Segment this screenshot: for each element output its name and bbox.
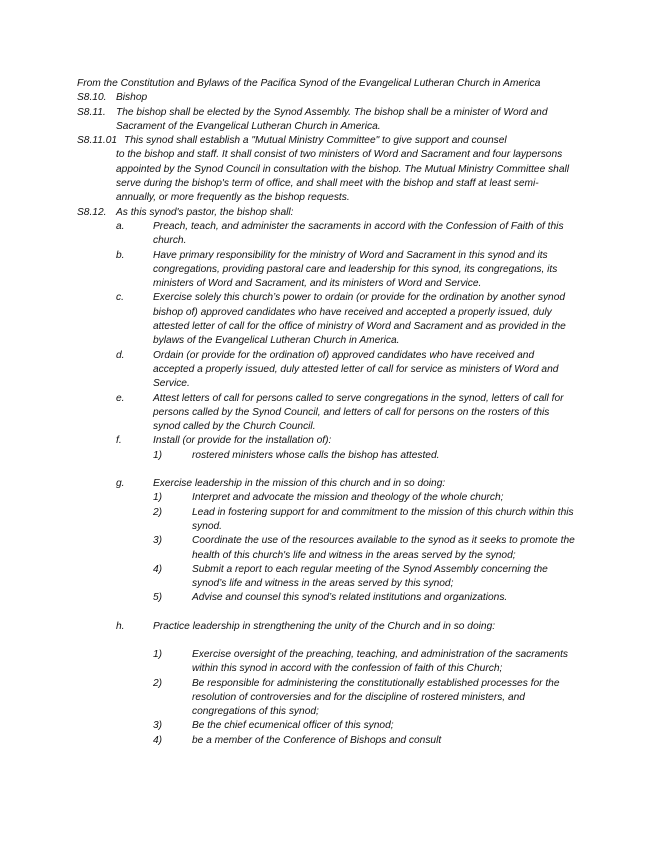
section-number: S8.12. [77, 206, 107, 218]
section-text: The bishop shall be elected by the Synod Assembly. The bishop shall be a minister of Word and Sacrament of the Evangelical Lutheran Church in America. [116, 106, 548, 132]
sub-item-number: 1) [153, 648, 163, 660]
item-text: Preach, teach, and administer the sacraments in accord with the Confession of Faith of this church. [153, 220, 564, 247]
sub-item-f-1 [0, 449, 650, 463]
sub-item-text: Be responsible for administering the constitutionally established processes for the resolution of controversies and for the discipline of rostered ministers, and congregations of this synod; [192, 677, 560, 718]
header-text: From the Constitution and Bylaws of the Pacifica Synod of the Evangelical Lutheran Church in America [77, 78, 541, 89]
section-s8-12 [0, 206, 650, 220]
item-letter: e. [116, 392, 125, 404]
item-letter: a. [116, 220, 125, 232]
spacer [0, 606, 650, 620]
item-letter: b. [116, 249, 125, 261]
section-number: S8.11.01 [77, 135, 118, 147]
sub-item-g-5 [0, 591, 650, 605]
sub-item-number: 1) [153, 449, 163, 461]
section-s8-10 [0, 91, 650, 105]
list-item-g [0, 477, 650, 491]
item-letter: d. [116, 349, 125, 361]
sub-item-h-2 [0, 677, 650, 720]
list-item-e [0, 392, 650, 435]
item-letter: h. [116, 620, 125, 632]
item-text: Ordain (or provide for the ordination of) approved candidates who have received and accepted a properly issued, duly attested letter of call for service as ministers of Word and Service. [153, 349, 559, 390]
sub-item-g-3 [0, 534, 650, 563]
list-item-f [0, 434, 650, 448]
sub-item-number: 5) [153, 592, 163, 604]
sub-item-text: Lead in fostering support for and commitment to the mission of this church within this synod. [192, 506, 574, 532]
sub-item-number: 3) [153, 720, 163, 732]
item-text: Install (or provide for the installation of): [153, 435, 332, 447]
sub-item-g-1 [0, 491, 650, 505]
sub-item-number: 2) [153, 677, 163, 689]
list-item-b [0, 249, 650, 292]
sub-item-text: Interpret and advocate the mission and theology of the whole church; [192, 492, 504, 504]
item-text: Exercise leadership in the mission of this church and in so doing: [153, 478, 446, 490]
sub-item-text: Coordinate the use of the resources available to the synod as it seeks to promote the health of this church's life and witness in the areas served by the synod; [192, 535, 575, 561]
list-item-h [0, 620, 650, 634]
item-letter: c. [116, 292, 124, 304]
sub-item-number: 1) [153, 492, 163, 504]
sub-item-number: 3) [153, 535, 163, 547]
spacer [0, 634, 650, 648]
list-item-a [0, 220, 650, 249]
sub-item-h-4 [0, 734, 650, 748]
sub-item-h-3 [0, 719, 650, 733]
section-text: Bishop [116, 92, 148, 104]
item-text: Attest letters of call for persons called to serve congregations in the synod, letters of call for persons called by the Synod Council, and letters of call for persons on the rosters of this synod called by the Church Council. [153, 392, 564, 433]
document-header [0, 77, 650, 91]
section-s8-11 [0, 106, 650, 135]
sub-item-text: Be the chief ecumenical officer of this synod; [192, 720, 394, 732]
section-number: S8.11. [77, 106, 106, 118]
sub-item-number: 4) [153, 563, 163, 575]
section-text-first-line: This synod shall establish a "Mutual Ministry Committee" to give support and counsel [124, 135, 507, 147]
sub-item-g-2 [0, 506, 650, 535]
item-text: Have primary responsibility for the ministry of Word and Sacrament in this synod and its congregations, providing pastoral care and leadership for this synod, its congregations, its ministers of Word and Sacrament, and its ministers of Word and Service. [153, 249, 558, 290]
spacer [0, 463, 650, 477]
sub-item-text: rostered ministers whose calls the bishop has attested. [192, 449, 440, 461]
sub-item-h-1 [0, 648, 650, 677]
section-text: As this synod's pastor, the bishop shall: [116, 206, 294, 218]
sub-item-text: Exercise oversight of the preaching, teaching, and administration of the sacraments within this synod in accord with the confession of faith of this Church; [192, 648, 569, 675]
section-s8-11-01 [0, 134, 650, 205]
item-text: Exercise solely this church’s power to ordain (or provide for the ordination by another synod bishop of) approved candidates who have received and accepted a properly issued, duly attested letter of call for the office of ministry of Word and Sacrament and as provided in the bylaws of the Evangelical Lutheran Church in America. [153, 292, 566, 347]
sub-item-text: Advise and counsel this synod’s related institutions and organizations. [192, 592, 508, 604]
list-item-c [0, 291, 650, 348]
sub-item-number: 4) [153, 734, 163, 746]
item-letter: f. [116, 435, 122, 447]
list-item-d [0, 349, 650, 392]
sub-item-g-4 [0, 563, 650, 592]
section-number: S8.10. [77, 92, 107, 104]
section-text-continued: to the bishop and staff. It shall consist of two ministers of Word and Sacrament and four laypersons appointed by the Synod Council in consultation with the bishop. The Mutual Ministry Committee shall serve during the bishop's term of office, and shall meet with the bishop and staff at least semi-annually, or more frequently as the bishop requests. [116, 149, 570, 204]
sub-item-text: be a member of the Conference of Bishops and consult [192, 734, 442, 746]
item-letter: g. [116, 478, 125, 490]
item-text: Practice leadership in strengthening the unity of the Church and in so doing: [153, 620, 496, 632]
sub-item-number: 2) [153, 506, 163, 518]
sub-item-text: Submit a report to each regular meeting of the Synod Assembly concerning the synod’s life and witness in the areas served by this synod; [192, 563, 548, 590]
document-page [0, 77, 650, 748]
